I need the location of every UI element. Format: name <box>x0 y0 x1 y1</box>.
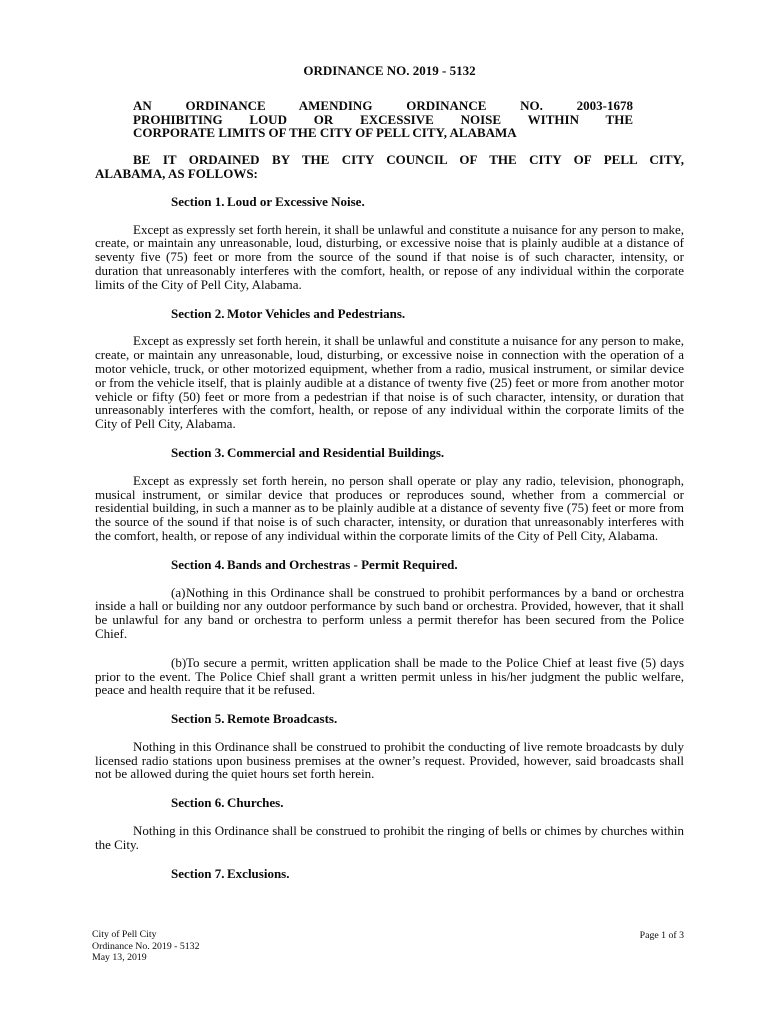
section-3-paragraph: Except as expressly set forth herein, no person shall operate or play any radio, television, phonograph, musical instrument, or similar device that produces or reproduces sound, whether from a commercial or residential building, in such a manner as to be plainly audible at a distance of seventy five (75) feet or more from the source of the sound if that noise is of such character, intensity, or duration that unreasonably interferes with the comfort, health, or repose of any individual within the corporate limits of the City of Pell City, Alabama. <box>95 472 684 543</box>
section-5-heading <box>95 712 684 726</box>
section-title: Loud or Excessive Noise. <box>227 193 365 209</box>
document-title: ORDINANCE NO. 2019 - 5132 <box>303 63 476 78</box>
footer-ordinance-number: Ordinance No. 2019 - 5132 <box>92 940 200 952</box>
section-number: Section 5. <box>171 711 225 727</box>
section-4-paragraph-a <box>95 586 684 641</box>
ordinance-heading-line: AN ORDINANCE AMENDING ORDINANCE NO. 2003-1678 <box>133 97 633 113</box>
footer-city: City of Pell City <box>92 929 157 940</box>
section-number: Section 2. <box>171 305 225 321</box>
paragraph-text: Nothing in this Ordinance shall be construed to prohibit performances by a band or orchestra inside a hall or building nor any outdoor performance by such band or orchestra. Provided, however, that it shall be unlawful for any band or orchestra to perform unless a permit therefor has been secured from the Police Chief. <box>95 584 684 641</box>
ordinance-heading-line: CORPORATE LIMITS OF THE CITY OF PELL CITY, ALABAMA <box>133 125 517 141</box>
section-1-heading <box>95 195 684 209</box>
enacting-clause-line: ALABAMA, AS FOLLOWS: <box>95 165 258 181</box>
paragraph-marker: (b) <box>171 654 187 670</box>
section-6-heading <box>95 796 684 810</box>
section-title: Exclusions. <box>227 865 290 881</box>
section-4-paragraph-b <box>95 656 684 697</box>
ordinance-heading <box>133 99 633 140</box>
section-4-heading <box>95 558 684 572</box>
enacting-clause <box>95 153 684 181</box>
footer <box>92 929 199 964</box>
section-number: Section 1. <box>171 193 225 209</box>
section-title: Remote Broadcasts. <box>227 711 338 727</box>
section-title: Bands and Orchestras - Permit Required. <box>227 556 458 572</box>
section-7-heading <box>95 867 684 881</box>
document-body <box>95 64 684 894</box>
section-2-paragraph: Except as expressly set forth herein, it shall be unlawful and constitute a nuisance for any person to make, create, or maintain any unreasonable, loud, disturbing, or excessive noise in connection with the operation of a motor vehicle, truck, or other motorized equipment, whether from a radio, musical instrument, or similar device or from the vehicle itself, that is plainly audible at a distance of twenty five (25) feet or more from another motor vehicle or fifty (50) feet or more from a pedestrian if that noise is of such character, intensity, or duration that unreasonably interferes with the comfort, health, or repose of any individual within the corporate limits of the City of Pell City, Alabama. <box>95 333 684 432</box>
section-6-paragraph: Nothing in this Ordinance shall be construed to prohibit the ringing of bells or chimes by churches within the City. <box>95 823 684 852</box>
paragraph-marker: (a) <box>171 584 186 600</box>
section-1-paragraph: Except as expressly set forth herein, it shall be unlawful and constitute a nuisance for any person to make, create, or maintain any unreasonable, loud, disturbing, or excessive noise that is plainly audible at a distance of seventy five (75) feet or more from the source of the sound if that noise is of such character, intensity, or duration that unreasonably interferes with the comfort, health, or repose of any individual within the corporate limits of the City of Pell City, Alabama. <box>95 221 684 292</box>
section-title: Commercial and Residential Buildings. <box>227 444 445 460</box>
footer-page-number: Page 1 of 3 <box>639 930 684 941</box>
enacting-clause-line: BE IT ORDAINED BY THE CITY COUNCIL OF THE CITY OF PELL CITY, <box>133 152 684 168</box>
paragraph-text: To secure a permit, written application shall be made to the Police Chief at least five (5) days prior to the event. The Police Chief shall grant a written permit unless in his/her judgment the public welfare, peace and health require that it be refused. <box>95 654 684 698</box>
footer-date: May 13, 2019 <box>92 952 147 964</box>
section-number: Section 4. <box>171 556 225 572</box>
section-number: Section 6. <box>171 795 225 811</box>
section-number: Section 3. <box>171 444 225 460</box>
section-title: Motor Vehicles and Pedestrians. <box>227 305 406 321</box>
section-5-paragraph: Nothing in this Ordinance shall be construed to prohibit the conducting of live remote broadcasts by duly licensed radio stations upon business premises at the owner’s request. Provided, however, said broadcasts shall not be allowed during the quiet hours set forth herein. <box>95 738 684 782</box>
section-title: Churches. <box>227 795 284 811</box>
section-2-heading <box>95 307 684 321</box>
ordinance-heading-line: PROHIBITING LOUD OR EXCESSIVE NOISE WITHIN THE <box>133 111 633 127</box>
section-number: Section 7. <box>171 865 225 881</box>
section-3-heading <box>95 446 684 460</box>
